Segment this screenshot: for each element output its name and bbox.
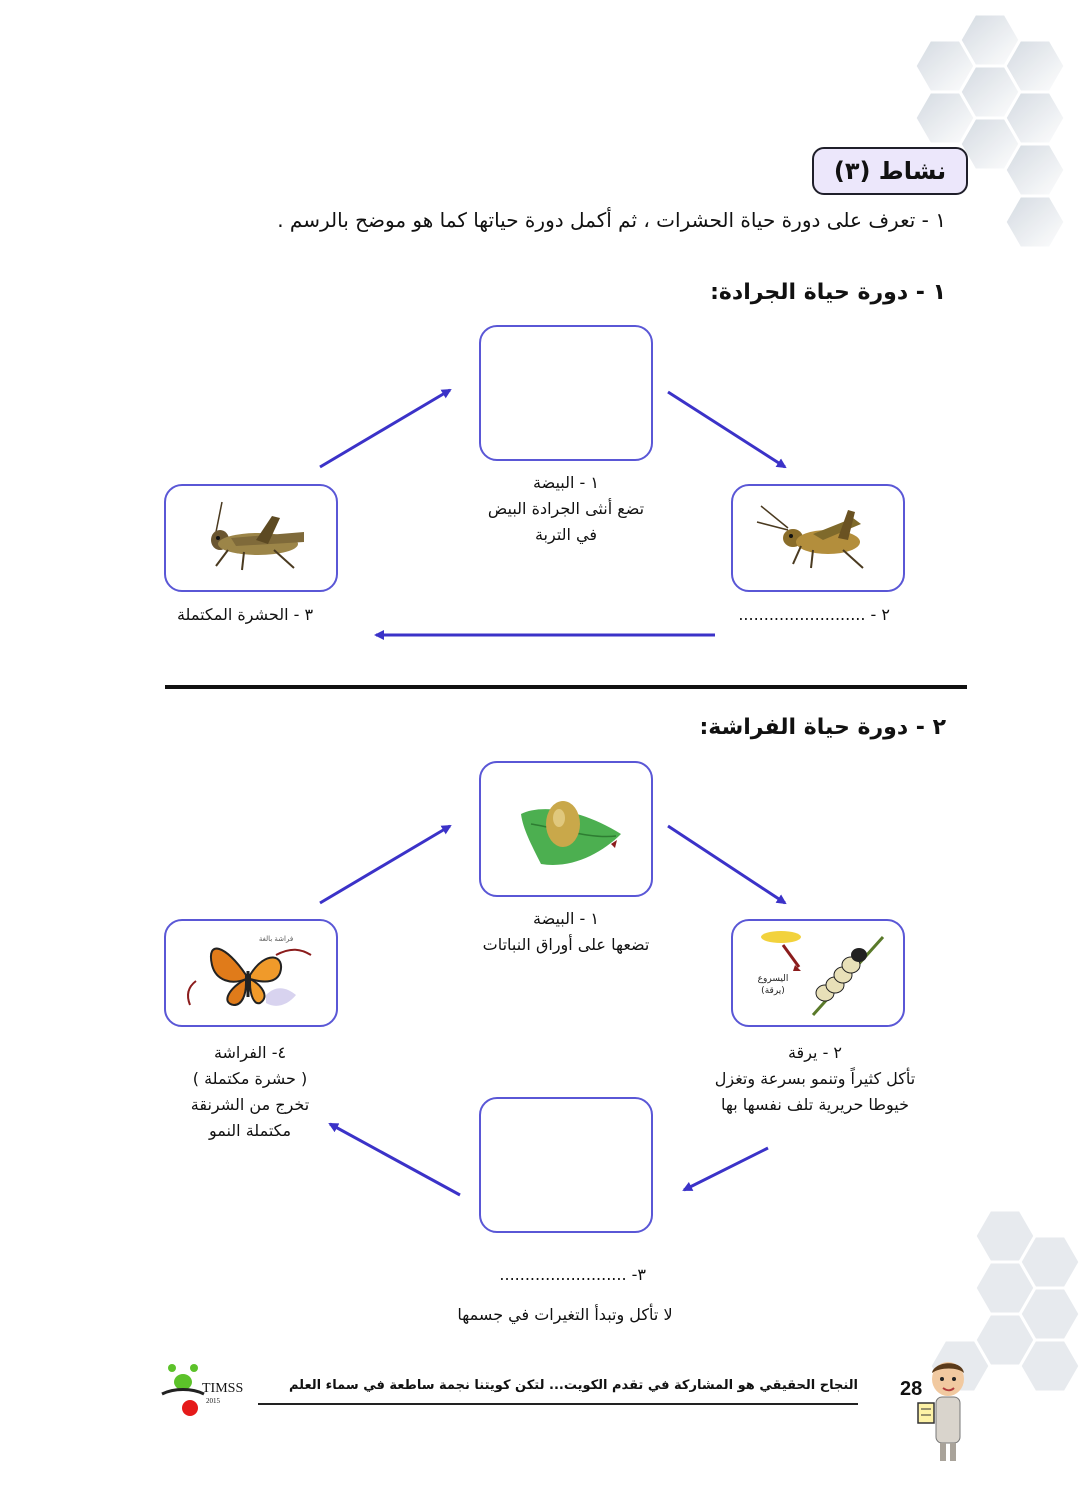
butterfly-egg-number: ١ - البيضة bbox=[533, 909, 599, 928]
grasshopper-egg-line1: تضع أنثى الجرادة البيض bbox=[487, 499, 645, 518]
butterfly-egg-line1: تضعها على أوراق النباتات bbox=[482, 935, 650, 954]
footer-slogan: النجاح الحقيقي هو المشاركة في تقدم الكويت... لتكن كويتنا نجمة ساطعة في سماء العلم bbox=[288, 1378, 858, 1393]
butterfly-egg-description bbox=[446, 906, 686, 958]
butterfly-image-caption: فراشة بالغة bbox=[258, 935, 294, 943]
grasshopper-egg-description bbox=[446, 470, 686, 548]
footer-underline bbox=[258, 1403, 858, 1405]
butterfly-line2: تخرج من الشرنقة bbox=[190, 1095, 310, 1114]
caterpillar-icon bbox=[743, 925, 893, 1021]
activity-title: نشاط (٣) bbox=[833, 157, 947, 185]
grasshopper-adult-label: ٣ - الحشرة المكتملة bbox=[176, 605, 314, 624]
larva-description bbox=[690, 1040, 940, 1118]
grasshopper-egg-number: ١ - البيضة bbox=[533, 473, 599, 492]
caterpillar-body bbox=[816, 948, 867, 1001]
grasshopper-nymph-label[interactable]: ٢ - ......................... bbox=[738, 605, 890, 624]
arrow-adult-to-egg bbox=[320, 390, 450, 467]
mascot-boy-icon bbox=[910, 1355, 980, 1465]
butterfly-adult-box bbox=[164, 919, 338, 1027]
larva-line2: خيوطا حريرية تلف نفسها بها bbox=[720, 1095, 910, 1114]
grasshopper-egg-line2: في التربة bbox=[534, 525, 598, 544]
larva-box bbox=[731, 919, 905, 1027]
pupa-label[interactable]: ٣- ......................... bbox=[499, 1265, 646, 1284]
butterfly-egg-box bbox=[479, 761, 653, 897]
larva-line1: تأكل كثيراً وتنمو بسرعة وتغزل bbox=[714, 1069, 916, 1088]
pupa-box[interactable] bbox=[479, 1097, 653, 1233]
butterfly-line3: مكتملة النمو bbox=[208, 1121, 292, 1140]
larva-image-caption-1: اليسروع bbox=[757, 974, 789, 984]
butterfly-cycle-title: ٢ - دورة حياة الفراشة: bbox=[699, 715, 946, 740]
egg-on-leaf-icon bbox=[501, 774, 631, 884]
larva-image-caption-2: (يرقة) bbox=[761, 986, 785, 996]
arrow-egg-to-larva bbox=[668, 826, 785, 903]
butterfly-icon bbox=[176, 925, 326, 1021]
grasshopper-cycle-title: ١ - دورة حياة الجرادة: bbox=[710, 280, 946, 305]
timss-logo-year: 2015 bbox=[206, 1397, 220, 1405]
larva-number: ٢ - يرقة bbox=[787, 1043, 843, 1062]
instruction-text: ١ - تعرف على دورة حياة الحشرات ، ثم أكمل دورة حياتها كما هو موضح بالرسم . bbox=[277, 208, 946, 232]
arrow-larva-to-pupa bbox=[684, 1148, 768, 1190]
timss-logo-text: TIMSS bbox=[202, 1381, 244, 1396]
arrow-egg-to-nymph bbox=[668, 392, 785, 467]
grasshopper-egg-box[interactable] bbox=[479, 325, 653, 461]
butterfly-number: ٤- الفراشة bbox=[213, 1043, 287, 1062]
butterfly-description bbox=[130, 1040, 370, 1144]
pupa-description: لا تأكل وتبدأ التغيرات في جسمها bbox=[457, 1305, 673, 1324]
grasshopper-nymph-box bbox=[731, 484, 905, 592]
page-number: 28 bbox=[900, 1378, 923, 1400]
grasshopper-adult-box bbox=[164, 484, 338, 592]
arrow-butterfly-to-egg bbox=[320, 826, 450, 903]
grasshopper-adult-icon bbox=[186, 498, 316, 578]
section-divider bbox=[165, 685, 967, 689]
timss-logo-icon bbox=[160, 1362, 206, 1422]
grasshopper-nymph-icon bbox=[753, 498, 883, 578]
butterfly-line1: ( حشرة مكتملة ) bbox=[192, 1069, 308, 1088]
